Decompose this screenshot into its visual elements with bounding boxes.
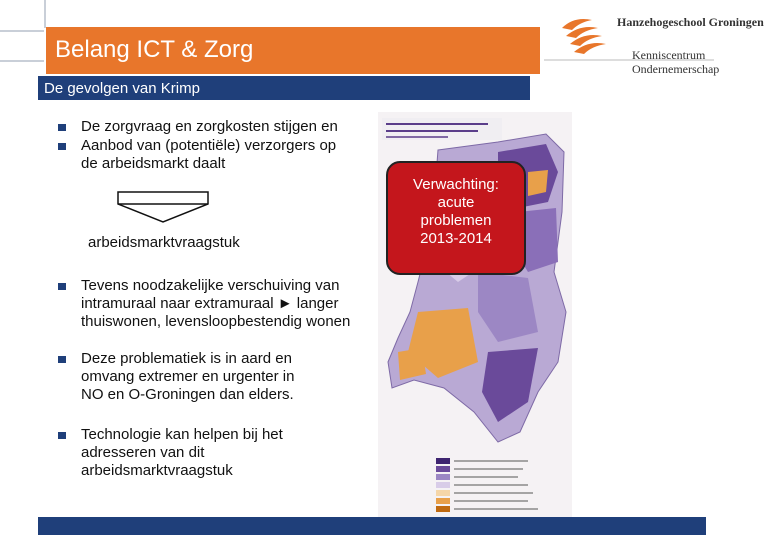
decor-line-left: [0, 30, 44, 32]
logo-name: Hanzehogeschool Groningen: [617, 15, 764, 29]
bullet-text: Aanbod van (potentiële) verzorgers op: [81, 137, 337, 154]
decor-line-left-2: [0, 60, 44, 62]
bullet-marker: [58, 143, 66, 150]
bullet-text: thuiswonen, levensloopbestendig wonen: [81, 313, 351, 330]
callout-line: Verwachting:: [413, 176, 499, 193]
callout-line: acute: [437, 194, 475, 211]
decor-line-top: [44, 0, 46, 28]
bullet-marker: [58, 356, 66, 363]
arrow-label: arbeidsmarktvraagstuk: [88, 234, 240, 251]
down-arrow-icon: [116, 190, 210, 224]
bullet-text: adresseren van dit: [81, 444, 205, 461]
bullet-text-continuation: de arbeidsmarkt daalt: [81, 155, 226, 172]
logo-subtitle-2: Ondernemerschap: [632, 62, 720, 76]
footer-bar: [38, 517, 706, 535]
bullet-text: Tevens noodzakelijke verschuiving van: [81, 277, 340, 294]
bullet-text: arbeidsmarktvraagstuk: [81, 462, 233, 479]
bullet-text: NO en O-Groningen dan elders.: [81, 386, 294, 403]
bullet-text: De zorgvraag en zorgkosten stijgen en: [81, 118, 338, 135]
bullet-text: omvang extremer en urgenter in: [81, 368, 295, 385]
bullet-marker: [58, 124, 66, 131]
bullet-text: intramuraal naar extramuraal ► langer: [81, 295, 339, 312]
bullet-text: Deze problematiek is in aard en: [81, 350, 292, 367]
callout-line: problemen: [420, 212, 492, 229]
callout-text: [386, 176, 526, 248]
logo-subtitle-1: Kenniscentrum: [632, 48, 706, 62]
bullet-text: Technologie kan helpen bij het: [81, 426, 283, 443]
bullet-marker: [58, 432, 66, 439]
bullet-marker: [58, 283, 66, 290]
slide-title: Belang ICT & Zorg: [55, 36, 254, 63]
slide-subtitle: De gevolgen van Krimp: [44, 80, 200, 97]
callout-line: 2013-2014: [420, 230, 492, 247]
